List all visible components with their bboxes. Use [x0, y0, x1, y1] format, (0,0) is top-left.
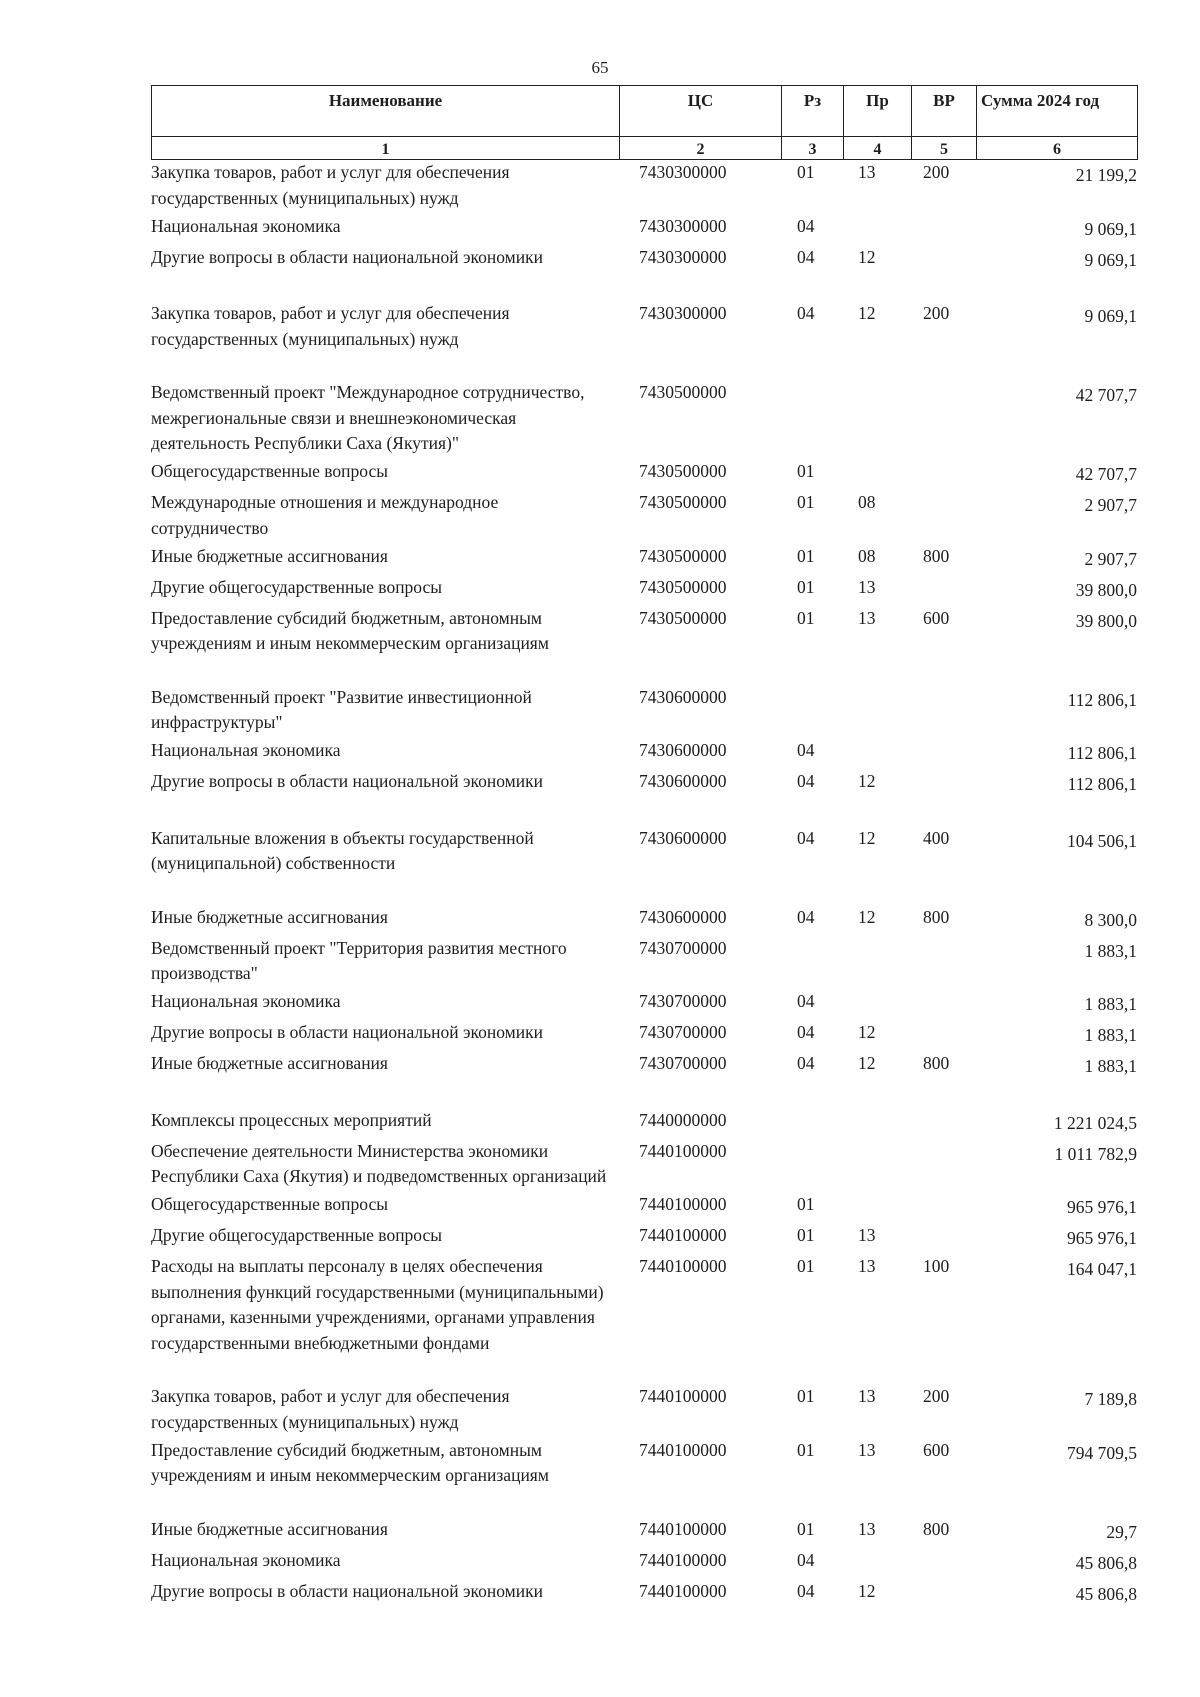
row-amount: 104 506,1: [1067, 830, 1137, 851]
row-name: Ведомственный проект "Территория развития местного производства": [151, 937, 567, 983]
row-vr-code: [911, 769, 976, 798]
table-row: [151, 1139, 1137, 1190]
row-amount: 1 011 782,9: [1054, 1143, 1137, 1164]
table-row: [151, 1223, 1137, 1252]
row-rz-code: 01: [797, 607, 815, 628]
row-amount: 9 069,1: [1084, 249, 1137, 270]
table-row: [151, 738, 1137, 767]
row-pr-code: 12: [858, 827, 876, 848]
row-name: Закупка товаров, работ и услуг для обеспечения государственных (муниципальных) нужд: [151, 1386, 510, 1432]
table-row: [151, 826, 1137, 877]
row-cs-code: 7430300000: [639, 162, 727, 182]
row-cs-code: 7440000000: [639, 1109, 727, 1130]
row-cs-code: 7430600000: [639, 740, 727, 760]
row-pr-code: [843, 1139, 911, 1190]
row-name: Иные бюджетные ассигнования: [151, 1518, 388, 1539]
row-vr-code: 100: [923, 1256, 950, 1276]
row-cs-code: 7430600000: [639, 906, 727, 927]
row-rz-code: 04: [797, 303, 815, 323]
column-header-cs: ЦС: [620, 86, 782, 137]
row-rz-code: 04: [797, 1580, 815, 1601]
row-vr-code: [911, 575, 976, 604]
row-name: Капитальные вложения в объекты государственной (муниципальной) собственности: [151, 827, 534, 873]
row-name: Предоставление субсидий бюджетным, автономным учреждениям и иным некоммерческим организациям: [151, 1439, 549, 1485]
row-rz-code: 04: [797, 1053, 815, 1073]
row-rz-code: 04: [797, 1549, 815, 1570]
table-row: [151, 1438, 1137, 1489]
row-amount: 2 907,7: [1084, 495, 1137, 515]
row-amount: 965 976,1: [1067, 1228, 1137, 1248]
column-header-pr: Пр: [844, 86, 912, 137]
row-name: Закупка товаров, работ и услуг для обеспечения государственных (муниципальных) нужд: [151, 303, 510, 349]
row-pr-code: [843, 459, 911, 488]
row-cs-code: 7430500000: [639, 576, 727, 597]
row-amount: 29,7: [1106, 1521, 1137, 1542]
row-cs-code: 7430500000: [639, 382, 727, 402]
row-cs-code: 7440100000: [639, 1549, 727, 1570]
row-rz-code: 01: [797, 1518, 815, 1539]
row-vr-code: [911, 738, 976, 767]
table-row: [151, 685, 1137, 736]
row-rz-code: 01: [797, 461, 815, 481]
row-amount: 45 806,8: [1075, 1583, 1137, 1604]
row-cs-code: 7430300000: [639, 215, 727, 236]
row-cs-code: 7430500000: [639, 461, 727, 481]
table-row: [151, 160, 1137, 211]
row-name: Ведомственный проект "Международное сотрудничество, межрегиональные связи и внешнеэкономическая деятельность Республики Саха (Якутия)": [151, 382, 585, 453]
row-rz-code: 04: [797, 991, 815, 1011]
row-name: Предоставление субсидий бюджетным, автономным учреждениям и иным некоммерческим организациям: [151, 607, 549, 653]
row-amount: 39 800,0: [1075, 579, 1137, 600]
budget-table-body: [151, 160, 1137, 1610]
row-name: Национальная экономика: [151, 1549, 341, 1570]
row-rz-code: 01: [797, 545, 815, 566]
row-pr-code: 13: [858, 1256, 876, 1276]
row-vr-code: [911, 245, 976, 274]
table-row: [151, 1254, 1137, 1356]
row-pr-code: 12: [858, 303, 876, 323]
row-vr-code: 400: [923, 827, 950, 848]
table-row: [151, 606, 1137, 657]
row-pr-code: [843, 738, 911, 767]
row-rz-code: 01: [797, 576, 815, 597]
row-cs-code: 7430600000: [639, 686, 727, 707]
row-vr-code: [911, 936, 976, 987]
row-amount: 965 976,1: [1067, 1197, 1137, 1217]
column-number-4: 4: [844, 137, 912, 160]
row-amount: 112 806,1: [1067, 743, 1137, 763]
table-row: [151, 905, 1137, 934]
table-row: [151, 575, 1137, 604]
row-pr-code: 13: [858, 1518, 876, 1539]
row-cs-code: 7440100000: [639, 1439, 727, 1460]
table-row: [151, 1051, 1137, 1080]
row-pr-code: [843, 1192, 911, 1221]
row-cs-code: 7440100000: [639, 1580, 727, 1601]
column-number-6: 6: [977, 137, 1138, 160]
row-amount: 39 800,0: [1075, 610, 1137, 631]
row-rz-code: 04: [797, 906, 815, 927]
column-header-vr: ВР: [912, 86, 977, 137]
table-row: [151, 459, 1137, 488]
row-pr-code: 13: [858, 1439, 876, 1460]
row-vr-code: [911, 1548, 976, 1577]
row-rz-code: 04: [797, 246, 815, 267]
row-name: Национальная экономика: [151, 991, 341, 1011]
column-number-2: 2: [620, 137, 782, 160]
row-vr-code: [911, 380, 976, 457]
row-pr-code: [843, 1108, 911, 1137]
row-cs-code: 7430700000: [639, 991, 727, 1011]
row-rz-code: 04: [797, 740, 815, 760]
row-vr-code: [911, 1579, 976, 1608]
row-vr-code: [911, 459, 976, 488]
row-cs-code: 7430500000: [639, 545, 727, 566]
row-vr-code: 200: [923, 1386, 950, 1406]
row-rz-code: 01: [797, 1256, 815, 1276]
row-vr-code: 600: [923, 1439, 950, 1460]
row-amount: 8 300,0: [1084, 909, 1137, 930]
row-cs-code: 7430500000: [639, 607, 727, 628]
row-pr-code: 12: [858, 906, 876, 927]
row-cs-code: 7430600000: [639, 771, 727, 791]
row-amount: 164 047,1: [1067, 1259, 1137, 1279]
row-amount: 2 907,7: [1084, 548, 1137, 569]
row-rz-code: 01: [797, 1194, 815, 1214]
row-amount: 1 883,1: [1084, 1056, 1137, 1076]
row-cs-code: 7440100000: [639, 1194, 727, 1214]
table-row: [151, 1579, 1137, 1608]
row-vr-code: [911, 989, 976, 1018]
row-cs-code: 7440100000: [639, 1140, 727, 1161]
table-row: [151, 380, 1137, 457]
table-row: [151, 245, 1137, 274]
row-name: Комплексы процессных мероприятий: [151, 1109, 432, 1130]
table-row: [151, 1384, 1137, 1435]
row-name: Национальная экономика: [151, 215, 341, 236]
row-amount: 9 069,1: [1084, 218, 1137, 239]
row-name: Другие вопросы в области национальной экономики: [151, 1022, 543, 1042]
row-vr-code: 800: [923, 906, 950, 927]
row-pr-code: [843, 685, 911, 736]
row-amount: 1 883,1: [1084, 1025, 1137, 1045]
row-rz-code: [781, 685, 843, 736]
row-amount: 45 806,8: [1075, 1552, 1137, 1573]
row-pr-code: 13: [858, 607, 876, 628]
row-name: Расходы на выплаты персоналу в целях обеспечения выполнения функций государственными (муниципальными) органами, казенными учреждениями, органами управления государственными внебюджетными фондами: [151, 1256, 604, 1353]
row-amount: 1 883,1: [1084, 940, 1137, 961]
row-pr-code: 08: [858, 545, 876, 566]
row-cs-code: 7430700000: [639, 937, 727, 958]
row-pr-code: 08: [858, 492, 876, 512]
row-cs-code: 7430700000: [639, 1053, 727, 1073]
row-pr-code: 13: [858, 1386, 876, 1406]
row-cs-code: 7440100000: [639, 1225, 727, 1245]
row-vr-code: 800: [923, 1518, 950, 1539]
row-name: Ведомственный проект "Развитие инвестиционной инфраструктуры": [151, 686, 532, 732]
row-name: Другие вопросы в области национальной экономики: [151, 771, 543, 791]
row-rz-code: 01: [797, 1439, 815, 1460]
row-vr-code: 200: [923, 162, 950, 182]
table-row: [151, 490, 1137, 541]
row-rz-code: 04: [797, 215, 815, 236]
row-amount: 7 189,8: [1084, 1389, 1137, 1409]
row-amount: 1 221 024,5: [1053, 1112, 1137, 1133]
row-name: Общегосударственные вопросы: [151, 1194, 389, 1214]
row-vr-code: 800: [923, 545, 950, 566]
row-name: Другие вопросы в области национальной экономики: [151, 1580, 543, 1601]
column-header-name: Наименование: [152, 86, 620, 137]
row-pr-code: [843, 936, 911, 987]
table-row: [151, 301, 1137, 352]
row-pr-code: 12: [858, 1053, 876, 1073]
page-number: 65: [591, 58, 609, 77]
column-number-5: 5: [912, 137, 977, 160]
row-amount: 9 069,1: [1084, 306, 1137, 326]
row-rz-code: [781, 1108, 843, 1137]
row-cs-code: 7430600000: [639, 827, 727, 848]
row-name: Другие общегосударственные вопросы: [151, 1225, 443, 1245]
row-pr-code: 12: [858, 1022, 876, 1042]
row-vr-code: 600: [923, 607, 950, 628]
row-vr-code: 200: [923, 303, 950, 323]
column-number-3: 3: [782, 137, 844, 160]
row-name: Обеспечение деятельности Министерства экономики Республики Саха (Якутия) и подведомственных организаций: [151, 1140, 607, 1186]
row-name: Иные бюджетные ассигнования: [151, 906, 388, 927]
row-rz-code: [781, 936, 843, 987]
row-rz-code: 04: [797, 1022, 815, 1042]
table-header: [151, 85, 1138, 160]
row-name: Общегосударственные вопросы: [151, 461, 389, 481]
row-rz-code: 01: [797, 1225, 815, 1245]
column-number-1: 1: [152, 137, 620, 160]
table-row: [151, 989, 1137, 1018]
row-cs-code: 7430300000: [639, 246, 727, 267]
row-rz-code: 01: [797, 492, 815, 512]
row-cs-code: 7440100000: [639, 1386, 727, 1406]
row-name: Другие общегосударственные вопросы: [151, 576, 443, 597]
row-rz-code: [781, 380, 843, 457]
row-amount: 112 806,1: [1067, 689, 1137, 710]
row-rz-code: 01: [797, 162, 815, 182]
table-row: [151, 1108, 1137, 1137]
row-cs-code: 7430700000: [639, 1022, 727, 1042]
row-name: Закупка товаров, работ и услуг для обеспечения государственных (муниципальных) нужд: [151, 162, 510, 208]
row-amount: 42 707,7: [1075, 464, 1137, 484]
row-amount: 794 709,5: [1067, 1442, 1137, 1463]
table-row: [151, 214, 1137, 243]
row-rz-code: [781, 1139, 843, 1190]
row-pr-code: 12: [858, 771, 876, 791]
row-rz-code: 04: [797, 827, 815, 848]
row-vr-code: 800: [923, 1053, 950, 1073]
row-amount: 112 806,1: [1067, 774, 1137, 794]
row-vr-code: [911, 1139, 976, 1190]
row-cs-code: 7440100000: [639, 1518, 727, 1539]
column-header-sum: Сумма 2024 год: [977, 86, 1138, 137]
row-amount: 42 707,7: [1075, 385, 1137, 405]
row-pr-code: [843, 989, 911, 1018]
row-vr-code: [911, 1223, 976, 1252]
row-pr-code: [843, 214, 911, 243]
row-pr-code: 12: [858, 1580, 876, 1601]
row-cs-code: 7440100000: [639, 1256, 727, 1276]
table-row: [151, 1517, 1137, 1546]
row-cs-code: 7430300000: [639, 303, 727, 323]
row-vr-code: [911, 214, 976, 243]
row-vr-code: [911, 490, 976, 541]
row-vr-code: [911, 685, 976, 736]
table-row: [151, 936, 1137, 987]
row-name: Национальная экономика: [151, 740, 341, 760]
row-pr-code: 13: [858, 162, 876, 182]
row-pr-code: 13: [858, 1225, 876, 1245]
table-row: [151, 1020, 1137, 1049]
row-pr-code: 12: [858, 246, 876, 267]
table-row: [151, 1548, 1137, 1577]
row-pr-code: [843, 380, 911, 457]
row-amount: 1 883,1: [1084, 994, 1137, 1014]
row-pr-code: [843, 1548, 911, 1577]
table-row: [151, 1192, 1137, 1221]
row-vr-code: [911, 1020, 976, 1049]
row-name: Иные бюджетные ассигнования: [151, 545, 388, 566]
row-vr-code: [911, 1108, 976, 1137]
row-amount: 21 199,2: [1075, 165, 1137, 185]
row-vr-code: [911, 1192, 976, 1221]
row-name: Иные бюджетные ассигнования: [151, 1053, 388, 1073]
row-cs-code: 7430500000: [639, 492, 727, 512]
row-name: Международные отношения и международное сотрудничество: [151, 492, 499, 538]
row-rz-code: 01: [797, 1386, 815, 1406]
table-row: [151, 544, 1137, 573]
table-row: [151, 769, 1137, 798]
row-pr-code: 13: [858, 576, 876, 597]
column-header-rz: Рз: [782, 86, 844, 137]
row-name: Другие вопросы в области национальной экономики: [151, 246, 543, 267]
row-rz-code: 04: [797, 771, 815, 791]
